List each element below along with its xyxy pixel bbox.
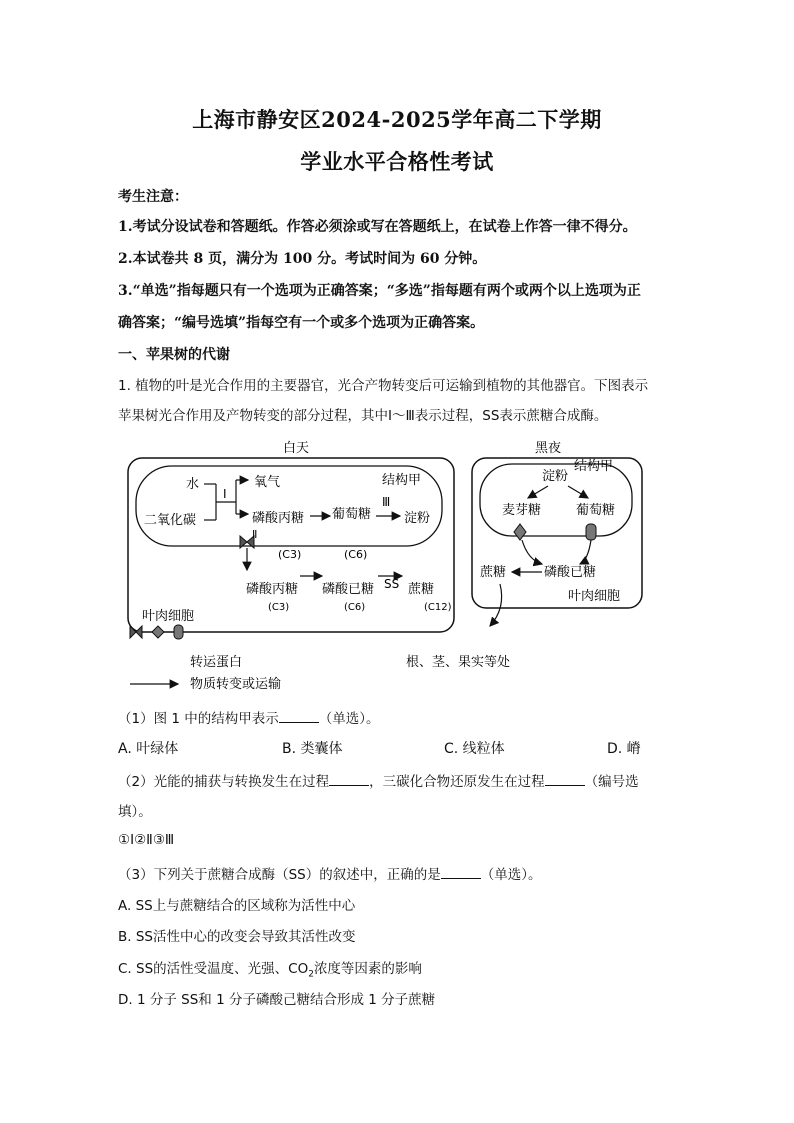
page-title-line1: 上海市静安区2024-2025学年高二下学期 <box>192 107 602 132</box>
maltose-transporter-icon <box>514 524 526 540</box>
c6-label-bottom: (C6) <box>344 602 366 613</box>
q2-choices: ①Ⅰ②Ⅱ③Ⅲ <box>118 832 175 848</box>
legend-arrow-label: 物质转变或运输 <box>190 677 282 692</box>
structure-a-label: 结构甲 <box>382 473 422 488</box>
ss-label: SS <box>384 577 400 591</box>
question-intro-line1: 1. 植物的叶是光合作用的主要器官，光合产物转变后可运输到植物的其他器官。下图表示 <box>118 378 649 394</box>
c12-label: (C12) <box>424 602 452 613</box>
q3-option-b[interactable]: B. SS活性中心的改变会导致其活性改变 <box>118 929 356 945</box>
notice-item-3-line2: 确答案；“编号选填”指每空有一个或多个选项为正确答案。 <box>118 315 485 331</box>
process-2-label: Ⅱ <box>252 528 258 541</box>
q1-answer-blank[interactable] <box>279 710 319 723</box>
notice-heading: 考生注意： <box>118 189 188 205</box>
hexose-phosphate-label: 磷酸已糖 <box>322 582 375 597</box>
q3-option-a[interactable]: A. SS上与蔗糖结合的区域称为活性中心 <box>118 898 356 914</box>
q3-answer-blank[interactable] <box>441 866 481 879</box>
question-intro-line2: 苹果树光合作用及产物转变的部分过程，其中Ⅰ～Ⅲ表示过程，SS表示蔗糖合成酶。 <box>118 408 608 424</box>
photosynthesis-diagram <box>118 436 658 698</box>
maltose-label: 麦芽糖 <box>502 503 542 518</box>
cytosol-triose-phosphate-label: 磷酸丙糖 <box>246 582 299 597</box>
q2-stem-line1: （2）光能的捕获与转换发生在过程 ，三碳化合物还原发生在过程 （编号选 <box>118 774 639 790</box>
legend-transporter-label: 转运蛋白 <box>190 655 243 670</box>
night-hexose-phosphate-label: 磷酸已糖 <box>544 565 597 580</box>
legend-destination-label: 根、茎、果实等处 <box>406 655 511 670</box>
q3-option-c[interactable]: C. SS的活性受温度、光强、$CO_2$浓度等因素的影响 <box>118 961 422 980</box>
q3-stem: （3）下列关于蔗糖合成酶（SS）的叙述中，正确的是 （单选）。 <box>118 867 542 883</box>
starch-label: 淀粉 <box>404 511 431 526</box>
notice-item-3-line1: 3.“单选”指每题只有一个选项为正确答案；“多选”指每题有两个或两个以上选项为正 <box>118 283 641 299</box>
night-starch-label: 淀粉 <box>542 469 569 484</box>
process-1-label: Ⅰ <box>223 487 227 501</box>
q2-answer-blank-1[interactable] <box>329 773 369 786</box>
leaf-cell-label-day: 叶肉细胞 <box>142 609 195 624</box>
glucose-transporter-icon <box>586 524 596 540</box>
section-heading: 一、苹果树的代谢 <box>118 347 230 363</box>
night-sucrose-label: 蔗糖 <box>480 565 507 580</box>
c3-label-bottom: (C3) <box>268 602 290 613</box>
triose-phosphate-label: 磷酸丙糖 <box>252 511 305 526</box>
notice-item-1: 1.考试分设试卷和答题纸。作答必须涂或写在答题纸上，在试卷上作答一律不得分。 <box>118 219 637 235</box>
q1-option-b[interactable]: B. 类囊体 <box>282 741 343 757</box>
q3-option-d[interactable]: D. 1 分子 SS和 1 分子磷酸己糖结合形成 1 分子蔗糖 <box>118 992 436 1008</box>
q1-option-a[interactable]: A. 叶绿体 <box>118 741 179 757</box>
q1-option-d[interactable]: D. 嵴 <box>607 741 641 757</box>
oxygen-label: 氧气 <box>254 475 281 490</box>
glucose-label: 葡萄糖 <box>332 507 372 522</box>
c3-label-top: (C3) <box>278 548 302 561</box>
q1-option-c[interactable]: C. 线粒体 <box>444 741 505 757</box>
q1-stem: （1）图 1 中的结构甲表示 （单选）。 <box>118 711 380 727</box>
process-3-label: Ⅲ <box>382 495 391 509</box>
c6-label-top: (C6) <box>344 548 368 561</box>
water-label: 水 <box>186 477 200 492</box>
night-glucose-label: 葡萄糖 <box>576 503 616 518</box>
night-structure-a-label: 结构甲 <box>574 459 614 474</box>
q2-stem-line2: 填）。 <box>118 804 152 820</box>
night-label: 黑夜 <box>534 441 562 456</box>
leaf-cell-label-night: 叶肉细胞 <box>568 589 621 604</box>
page-title-line2: 学业水平合格性考试 <box>300 149 494 174</box>
notice-item-2: 2.本试卷共 8 页，满分为 100 分。考试时间为 60 分钟。 <box>118 251 487 267</box>
day-label: 白天 <box>282 441 310 456</box>
q2-answer-blank-2[interactable] <box>545 773 585 786</box>
co2-label: 二氧化碳 <box>144 513 197 528</box>
sucrose-label: 蔗糖 <box>408 582 435 597</box>
